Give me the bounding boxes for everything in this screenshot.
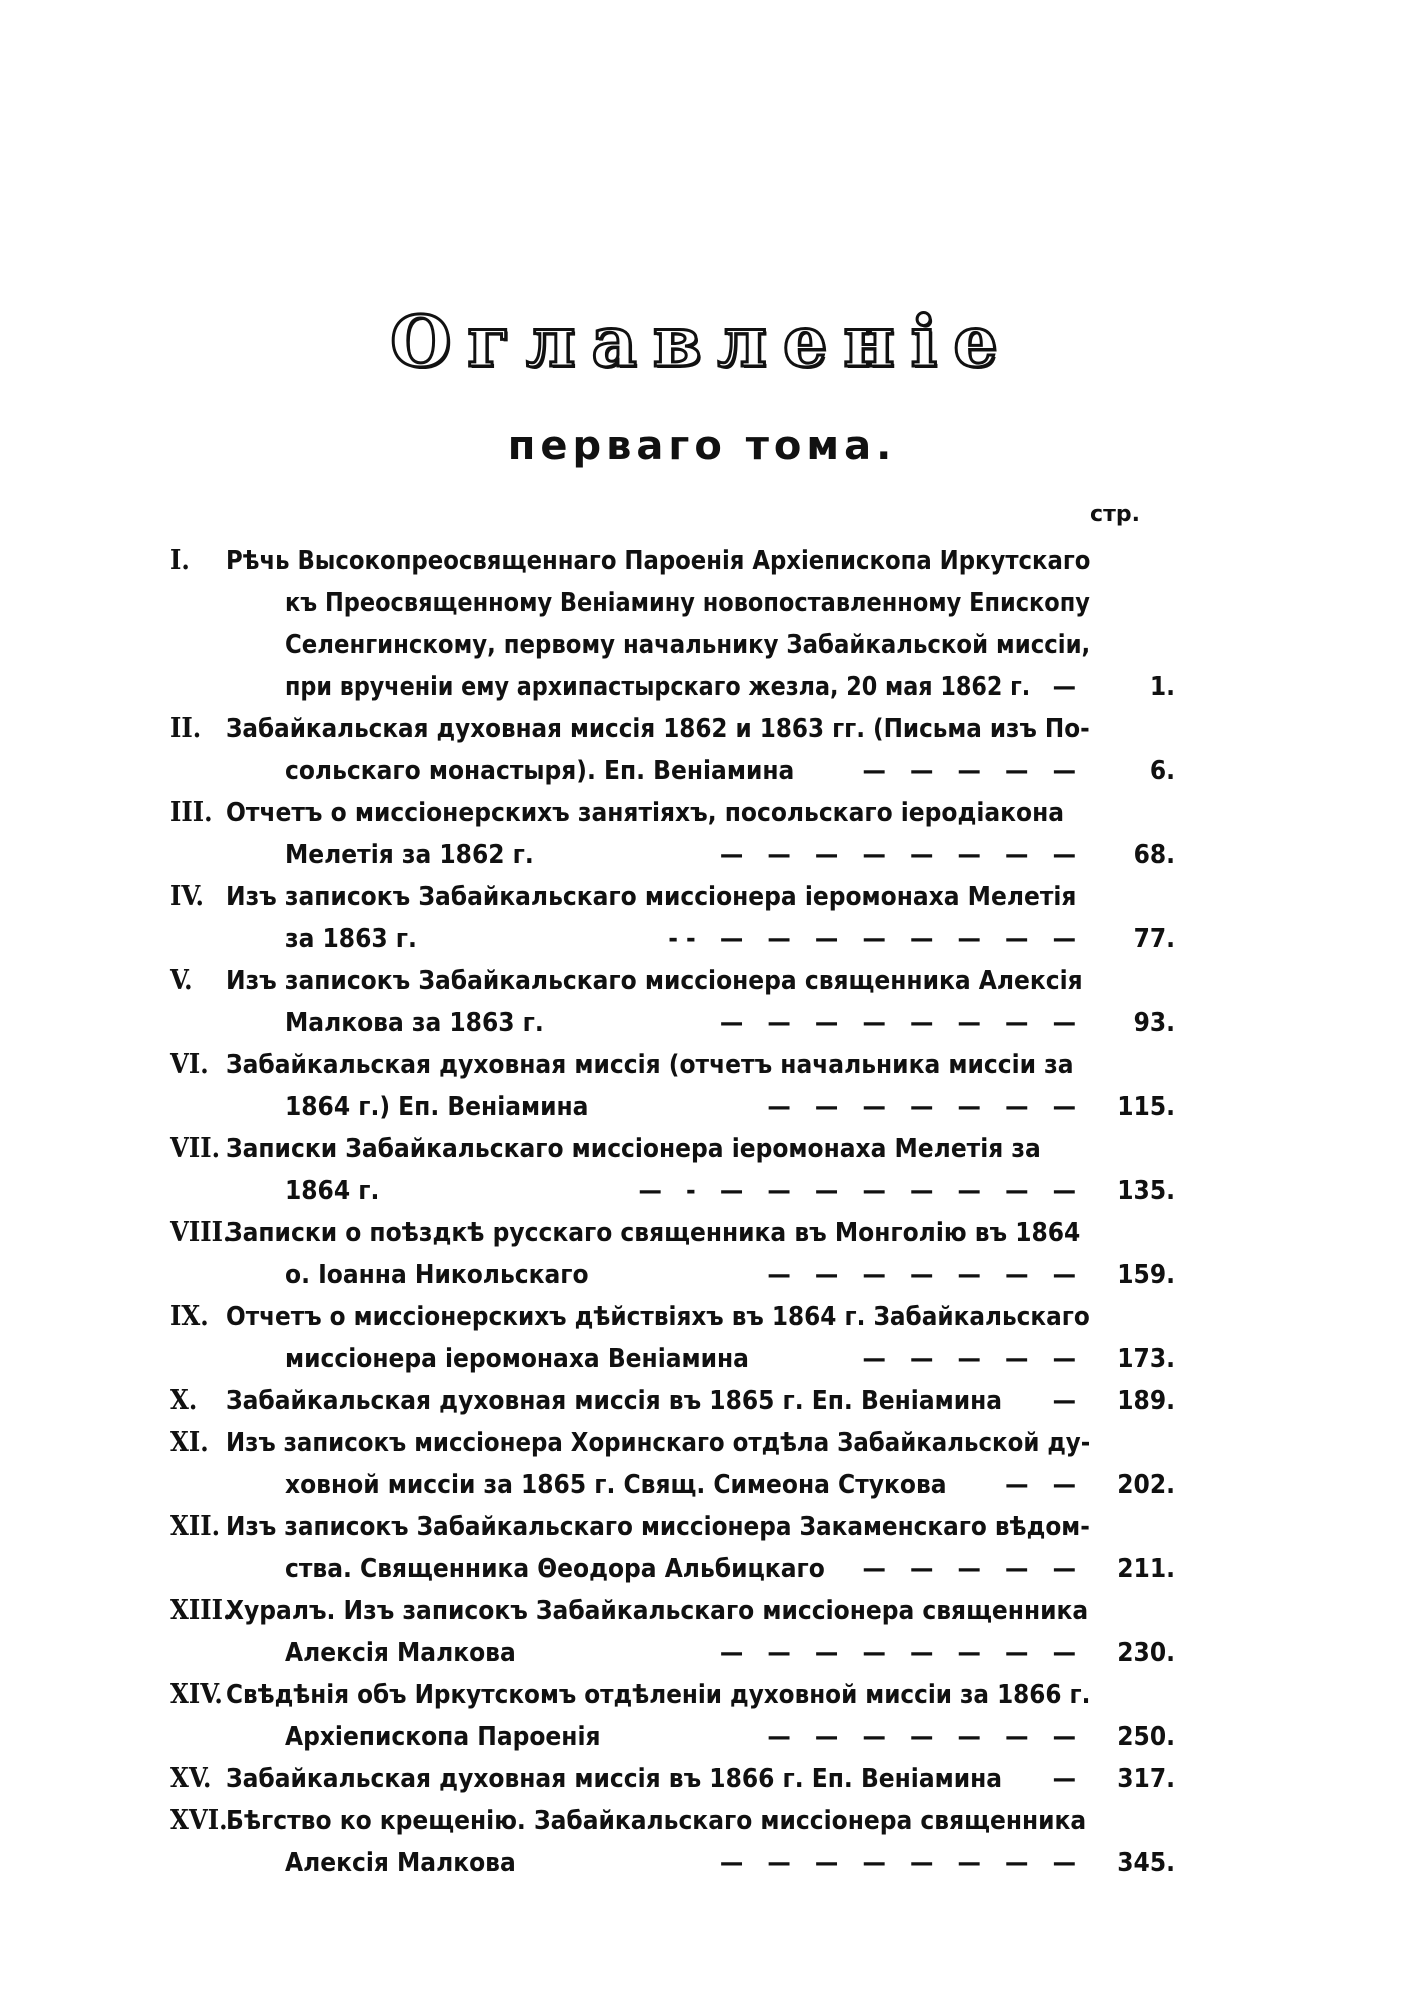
- toc-entry-line: [226, 1422, 1090, 1464]
- toc-page-number: 115.: [1117, 1092, 1175, 1122]
- toc-entry-line: [285, 1548, 1090, 1590]
- toc-entry-numeral: IX.: [170, 1301, 209, 1332]
- toc-entry-line: [226, 1128, 1090, 1170]
- toc-page-number: 77.: [1133, 924, 1175, 954]
- toc-entry-numeral: XVI.: [170, 1805, 228, 1836]
- toc-entry-line: [226, 540, 1090, 582]
- dash-leader: — — — — — — —: [767, 1260, 1084, 1290]
- toc-entry-line: [226, 876, 1090, 918]
- toc-entry-line: [285, 1716, 1090, 1758]
- toc-entry-line: [285, 834, 1090, 876]
- toc-entry-text: Изъ записокъ миссіонера Хоринскаго отдѣла Забайкальской ду-: [226, 1428, 1091, 1458]
- toc-entry-line: [226, 792, 1090, 834]
- toc-page-number: 189.: [1117, 1386, 1175, 1416]
- toc-entry-line: [226, 708, 1090, 750]
- toc-entry-text: Рѣчь Высокопреосвященнаго Пароенія Архіепископа Иркутскаго: [226, 546, 1091, 576]
- toc-entry-text: сольскаго монастыря). Еп. Веніамина: [285, 756, 795, 786]
- toc-entry-line: [285, 1632, 1090, 1674]
- toc-page-number: 68.: [1133, 840, 1175, 870]
- toc-entry-line: [226, 1380, 1090, 1422]
- toc-entry-text: Забайкальская духовная миссія (отчетъ начальника миссіи за: [226, 1050, 1074, 1080]
- toc-entry-text: ховной миссіи за 1865 г. Свящ. Симеона Стукова: [285, 1470, 947, 1500]
- dash-leader: — — — — —: [862, 1554, 1084, 1584]
- toc-entry-numeral: XIV.: [170, 1679, 223, 1710]
- dash-leader: — — — — — — —: [767, 1722, 1084, 1752]
- toc-entry-line: [226, 1044, 1090, 1086]
- toc-entry-line: [226, 1506, 1090, 1548]
- toc-page-number: 6.: [1149, 756, 1175, 786]
- toc-entry-line: [226, 1758, 1090, 1800]
- toc-entry-text: Селенгинскому, первому начальнику Забайкальской миссіи,: [285, 630, 1091, 660]
- toc-entry-line: [226, 960, 1090, 1002]
- toc-entry-numeral: XI.: [170, 1427, 209, 1458]
- toc-entry-text: Алексія Малкова: [285, 1848, 516, 1878]
- toc-entry-text: Забайкальская духовная миссія 1862 и 1863 гг. (Письма изъ По-: [226, 714, 1090, 744]
- toc-entry-numeral: II.: [170, 713, 202, 744]
- toc-entry-line: [226, 1296, 1090, 1338]
- toc-entry-line: [285, 666, 1090, 708]
- toc-entry-line: [285, 918, 1090, 960]
- dash-leader: — — — — —: [862, 756, 1084, 786]
- toc-entry-numeral: IV.: [170, 881, 204, 912]
- toc-entry-text: Записки Забайкальскаго миссіонера іеромонаха Мелетія за: [226, 1134, 1041, 1164]
- toc-entry-text: Бѣгство ко крещенію. Забайкальскаго миссіонера священника: [226, 1806, 1087, 1836]
- dash-leader: — - — — — — — — — —: [638, 1176, 1084, 1206]
- toc-page-number: 211.: [1117, 1554, 1175, 1584]
- toc-entry-text: къ Преосвященному Веніамину новопоставленному Епископу: [285, 588, 1090, 618]
- toc-entry-numeral: I.: [170, 545, 190, 576]
- toc-entry-line: [285, 1002, 1090, 1044]
- toc-page-number: 1.: [1149, 672, 1175, 702]
- toc-entry-text: Отчетъ о миссіонерскихъ дѣйствіяхъ въ 1864 г. Забайкальскаго: [226, 1302, 1090, 1332]
- toc-entry-numeral: VIII.: [170, 1217, 232, 1248]
- toc-entry-text: Малкова за 1863 г.: [285, 1008, 544, 1038]
- toc-page-number: 230.: [1117, 1638, 1175, 1668]
- dash-leader: -- — — — — — — — —: [668, 924, 1084, 954]
- toc-entry-text: Забайкальская духовная миссія въ 1865 г. Еп. Веніамина: [226, 1386, 1003, 1416]
- toc-entry-text: при врученіи ему архипастырскаго жезла, 20 мая 1862 г.: [285, 672, 1031, 702]
- dash-leader: — — — — — — — —: [719, 1008, 1084, 1038]
- toc-entry-text: Алексія Малкова: [285, 1638, 516, 1668]
- dash-leader: — — — — — — — —: [719, 840, 1084, 870]
- toc-entry-line: [285, 750, 1090, 792]
- document-subtitle: перваго тома.: [507, 423, 897, 469]
- toc-page-number: 317.: [1117, 1764, 1175, 1794]
- toc-entry-text: Свѣдѣнія объ Иркутскомъ отдѣленіи духовной миссіи за 1866 г.: [226, 1680, 1091, 1710]
- toc-entry-numeral: XIII.: [170, 1595, 232, 1626]
- toc-page-number: 93.: [1133, 1008, 1175, 1038]
- toc-entry-text: Изъ записокъ Забайкальскаго миссіонера іеромонаха Мелетія: [226, 882, 1077, 912]
- toc-entry-text: 1864 г.: [285, 1176, 380, 1206]
- toc-entry-line: [285, 624, 1090, 666]
- toc-entry-text: Записки о поѣздкѣ русскаго священника въ Монголію въ 1864: [226, 1218, 1081, 1248]
- toc-page-number: 202.: [1117, 1470, 1175, 1500]
- toc-entry-numeral: XV.: [170, 1763, 212, 1794]
- dash-leader: —: [1052, 1764, 1084, 1794]
- toc-entry-numeral: V.: [170, 965, 193, 996]
- toc-entry-line: [226, 1800, 1090, 1842]
- toc-entry-text: Мелетія за 1862 г.: [285, 840, 534, 870]
- dash-leader: —: [1052, 672, 1084, 702]
- toc-page-number: 135.: [1117, 1176, 1175, 1206]
- toc-entry-line: [285, 1338, 1090, 1380]
- toc-entry-line: [285, 1842, 1090, 1884]
- toc-page-number: 159.: [1117, 1260, 1175, 1290]
- toc-entry-text: миссіонера іеромонаха Веніамина: [285, 1344, 749, 1374]
- toc-page-number: 250.: [1117, 1722, 1175, 1752]
- toc-entry-line: [285, 1086, 1090, 1128]
- dash-leader: —: [1052, 1386, 1084, 1416]
- dash-leader: — — — — — — — —: [719, 1848, 1084, 1878]
- document-title: Оглавленіе: [390, 300, 1014, 383]
- toc-entry-text: Забайкальская духовная миссія въ 1866 г. Еп. Веніамина: [226, 1764, 1003, 1794]
- toc-entry-text: Изъ записокъ Забайкальскаго миссіонера священника Алексія: [226, 966, 1083, 996]
- dash-leader: — —: [1005, 1470, 1084, 1500]
- toc-entry-line: [226, 1212, 1090, 1254]
- toc-entry-numeral: VI.: [170, 1049, 209, 1080]
- toc-page-number: 173.: [1117, 1344, 1175, 1374]
- toc-entry-line: [285, 1170, 1090, 1212]
- toc-entry-text: Изъ записокъ Забайкальскаго миссіонера Закаменскаго вѣдом-: [226, 1512, 1090, 1542]
- toc-entry-text: Хуралъ. Изъ записокъ Забайкальскаго миссіонера священника: [226, 1596, 1089, 1626]
- toc-entry-numeral: VII.: [170, 1133, 221, 1164]
- toc-entry-line: [285, 1254, 1090, 1296]
- dash-leader: — — — — —: [862, 1344, 1084, 1374]
- page-column-label: стр.: [1090, 502, 1140, 527]
- toc-entry-numeral: III.: [170, 797, 213, 828]
- toc-entry-numeral: X.: [170, 1385, 198, 1416]
- toc-entry-text: Отчетъ о миссіонерскихъ занятіяхъ, посольскаго іеродіакона: [226, 798, 1065, 828]
- dash-leader: — — — — — — — —: [719, 1638, 1084, 1668]
- toc-entry-text: о. Іоанна Никольскаго: [285, 1260, 589, 1290]
- toc-entry-text: 1864 г.) Еп. Веніамина: [285, 1092, 589, 1122]
- toc-entry-numeral: XII.: [170, 1511, 221, 1542]
- toc-entry-line: [226, 1590, 1090, 1632]
- toc-entry-text: Архіепископа Пароенія: [285, 1722, 601, 1752]
- dash-leader: — — — — — — —: [767, 1092, 1084, 1122]
- toc-entry-text: ства. Священника Θеодора Альбицкаго: [285, 1554, 825, 1584]
- toc-entry-line: [285, 582, 1090, 624]
- toc-page-number: 345.: [1117, 1848, 1175, 1878]
- toc-entry-line: [226, 1674, 1090, 1716]
- toc-entry-line: [285, 1464, 1090, 1506]
- toc-entry-text: за 1863 г.: [285, 924, 417, 954]
